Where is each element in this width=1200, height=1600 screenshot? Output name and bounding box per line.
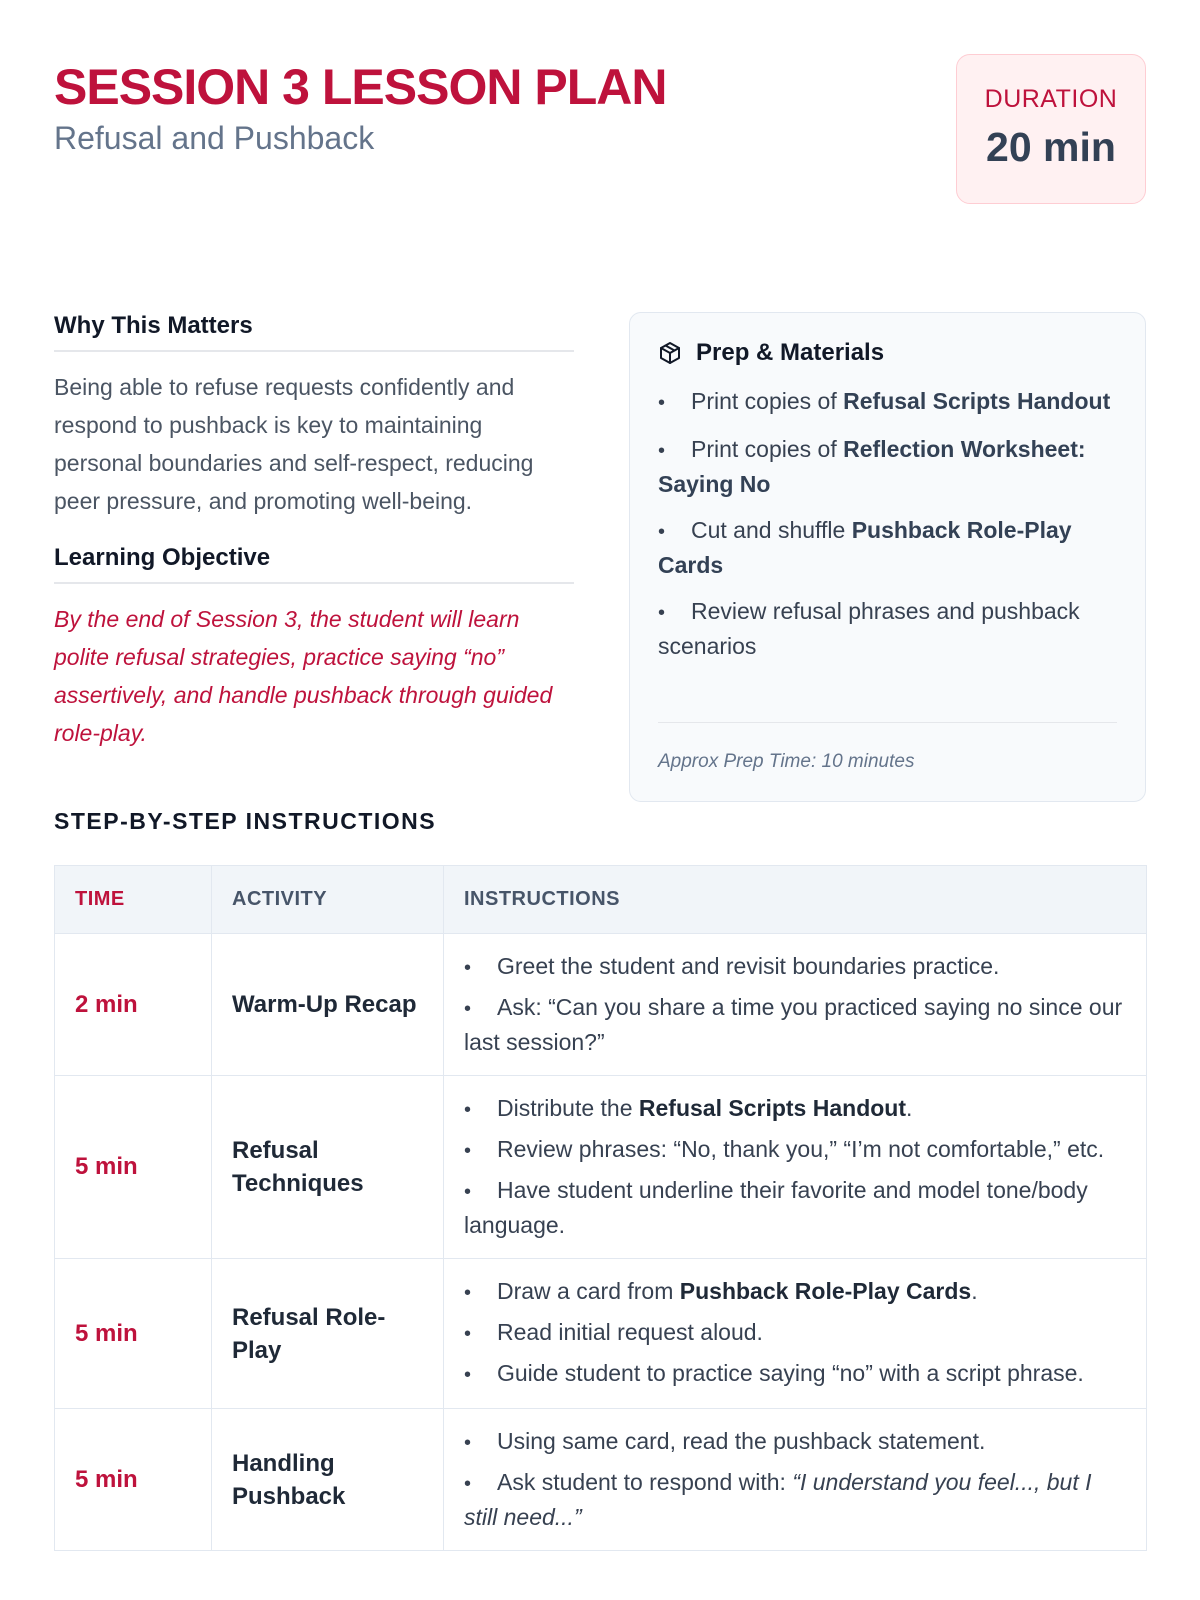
list-item — [464, 950, 1126, 985]
bold-text: Pushback Role-Play Cards — [679, 1278, 972, 1304]
item-text: Guide student to practice saying “no” with a script phrase. — [497, 1360, 1084, 1386]
page-subtitle: Refusal and Pushback — [54, 120, 375, 156]
steps-table-body — [55, 934, 1147, 1551]
table-row — [55, 1409, 1147, 1551]
bullet: • — [658, 440, 666, 462]
item-text: Ask: “Can you share a time you practiced saying no since our last session?” — [464, 994, 1123, 1055]
item-text: Read initial request aloud. — [497, 1319, 763, 1345]
step-activity: Refusal Techniques — [212, 1076, 444, 1259]
bold-text: Pushback Role-Play Cards — [658, 517, 1072, 578]
bold-text: Reflection Worksheet: Saying No — [658, 436, 1086, 497]
list-item — [464, 1425, 1126, 1460]
box-icon — [658, 341, 682, 365]
item-text: Cut and shuffle — [691, 517, 852, 543]
overview-columns — [54, 254, 1146, 800]
item-text: Have student underline their favorite and model tone/body language. — [464, 1177, 1088, 1238]
bullet: • — [464, 1432, 472, 1454]
table-row — [55, 1259, 1147, 1409]
table-row — [55, 1076, 1147, 1259]
bold-text: Refusal Scripts Handout — [843, 388, 1111, 414]
item-text: Using same card, read the pushback statement. — [497, 1428, 986, 1454]
bullet: • — [464, 1364, 472, 1386]
bullet: • — [464, 1282, 472, 1304]
step-time: 5 min — [55, 1259, 212, 1409]
prep-list — [658, 385, 1117, 663]
bullet: • — [464, 1099, 472, 1121]
bullet: • — [464, 998, 472, 1020]
instruction-list — [464, 1092, 1126, 1242]
item-text: Print copies of — [691, 388, 844, 414]
italic-text: “I understand you feel..., but I still need...” — [464, 1469, 1092, 1530]
step-activity: Handling Pushback — [212, 1409, 444, 1551]
duration-badge — [956, 54, 1146, 204]
step-instructions — [444, 1409, 1147, 1551]
step-activity: Refusal Role-Play — [212, 1259, 444, 1409]
step-instructions — [444, 1076, 1147, 1259]
column-header-activity: ACTIVITY — [212, 866, 444, 934]
step-instructions — [444, 934, 1147, 1076]
item-text: Ask student to respond with: — [497, 1469, 793, 1495]
objective-text: By the end of Session 3, the student will learn polite refusal strategies, practice saying “no” assertively, and handle pushback through guided role-play. — [54, 606, 553, 746]
step-time: 5 min — [55, 1409, 212, 1551]
item-text: Print copies of — [691, 436, 844, 462]
bold-text: Refusal Scripts Handout — [638, 1095, 907, 1121]
list-item — [658, 433, 1117, 501]
list-item — [464, 1357, 1126, 1392]
list-item — [464, 1466, 1126, 1534]
column-header-time: TIME — [55, 866, 212, 934]
bullet: • — [658, 602, 666, 624]
duration-label: DURATION — [984, 85, 1118, 113]
list-item — [464, 1275, 1126, 1310]
prep-time: Approx Prep Time: 10 minutes — [658, 722, 1117, 773]
why-heading: Why This Matters — [54, 312, 574, 352]
step-activity: Warm-Up Recap — [212, 934, 444, 1076]
bullet: • — [464, 957, 472, 979]
item-text: Greet the student and revisit boundaries practice. — [497, 953, 1000, 979]
table-header-row — [55, 866, 1147, 934]
prep-heading: Prep & Materials — [696, 339, 885, 366]
objective-heading: Learning Objective — [54, 544, 574, 584]
bullet: • — [464, 1323, 472, 1345]
list-item — [658, 595, 1117, 663]
step-time: 5 min — [55, 1076, 212, 1259]
item-text: . — [906, 1095, 913, 1121]
bullet: • — [464, 1473, 472, 1495]
bullet: • — [464, 1140, 472, 1162]
step-instructions — [444, 1259, 1147, 1409]
duration-value: 20 min — [986, 124, 1116, 170]
item-text: Draw a card from — [497, 1278, 680, 1304]
bullet: • — [658, 521, 666, 543]
instruction-list — [464, 950, 1126, 1059]
list-item — [658, 514, 1117, 582]
overview-left — [54, 312, 574, 752]
why-text: Being able to refuse requests confidently and respond to pushback is key to maintaining personal boundaries and self-respect, reducing peer pressure, and promoting well-being. — [54, 374, 534, 514]
prep-materials-card — [629, 312, 1146, 802]
header — [54, 54, 1146, 254]
instruction-list — [464, 1425, 1126, 1534]
page-title: SESSION 3 LESSON PLAN — [54, 59, 667, 115]
bullet: • — [658, 392, 666, 414]
bullet: • — [464, 1181, 472, 1203]
instruction-list — [464, 1275, 1126, 1392]
table-row — [55, 934, 1147, 1076]
prep-heading-row — [658, 339, 1117, 367]
list-item — [464, 991, 1126, 1059]
item-text: . — [971, 1278, 978, 1304]
list-item — [464, 1174, 1126, 1242]
step-time: 2 min — [55, 934, 212, 1076]
column-header-instructions: INSTRUCTIONS — [444, 866, 1147, 934]
list-item — [658, 385, 1117, 420]
item-text: Review refusal phrases and pushback scenarios — [658, 598, 1080, 659]
steps-heading: STEP-BY-STEP INSTRUCTIONS — [54, 808, 437, 834]
list-item — [464, 1316, 1126, 1351]
item-text: Review phrases: “No, thank you,” “I’m not comfortable,” etc. — [497, 1136, 1105, 1162]
list-item — [464, 1092, 1126, 1127]
list-item — [464, 1133, 1126, 1168]
item-text: Distribute the — [497, 1095, 639, 1121]
steps-table — [54, 865, 1147, 1551]
